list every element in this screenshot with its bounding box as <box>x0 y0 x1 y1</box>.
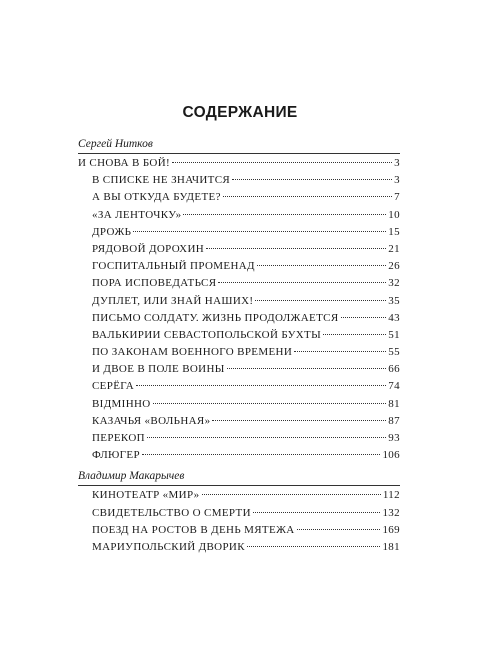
toc-entry[interactable] <box>78 487 400 504</box>
entry-page: 87 <box>388 414 400 427</box>
toc-entry[interactable] <box>78 241 400 258</box>
toc-entry[interactable] <box>78 413 400 430</box>
entry-page: 43 <box>388 311 400 324</box>
toc-entry[interactable] <box>78 327 400 344</box>
dot-leader <box>294 351 386 352</box>
section-divider <box>78 153 400 154</box>
toc-entry[interactable] <box>78 430 400 447</box>
dot-leader <box>153 403 387 404</box>
entry-page: 10 <box>388 208 400 221</box>
entry-page: 3 <box>394 174 400 187</box>
dot-leader <box>212 420 386 421</box>
dot-leader <box>223 196 392 197</box>
dot-leader <box>172 162 392 163</box>
toc-entry[interactable] <box>78 275 400 292</box>
entry-page: 66 <box>388 363 400 376</box>
entry-page: 35 <box>388 294 400 307</box>
entry-title: СВИДЕТЕЛЬСТВО О СМЕРТИ <box>92 506 251 519</box>
entry-page: 74 <box>388 380 400 393</box>
toc-entry[interactable] <box>78 361 400 378</box>
entry-page: 132 <box>382 506 400 519</box>
entry-title: ПОЕЗД НА РОСТОВ В ДЕНЬ МЯТЕЖА <box>92 523 295 536</box>
entry-title: ВАЛЬКИРИИ СЕВАСТОПОЛЬСКОЙ БУХТЫ <box>92 328 322 341</box>
toc-entry[interactable] <box>78 396 400 413</box>
section-divider <box>78 485 400 486</box>
entry-page: 3 <box>394 157 400 169</box>
entry-page: 169 <box>382 523 400 536</box>
dot-leader <box>257 265 386 266</box>
entry-title: ПИСЬМО СОЛДАТУ. ЖИЗНЬ ПРОДОЛЖАЕТСЯ <box>92 311 339 324</box>
author-name: Владимир Макарычев <box>78 470 185 483</box>
toc-entry[interactable] <box>78 539 400 556</box>
entry-page: 181 <box>382 540 400 553</box>
entry-page: 21 <box>388 242 400 255</box>
entry-title: А ВЫ ОТКУДА БУДЕТЕ? <box>92 191 221 204</box>
entry-title: МАРИУПОЛЬСКИЙ ДВОРИК <box>92 540 245 553</box>
toc-entry-main[interactable] <box>78 155 400 172</box>
entry-page: 15 <box>388 225 400 238</box>
toc-entry[interactable] <box>78 172 400 189</box>
entry-page: 106 <box>382 449 400 462</box>
entry-page: 7 <box>394 191 400 204</box>
dot-leader <box>253 512 381 513</box>
entry-page: 55 <box>388 346 400 359</box>
entry-title: ПЕРЕКОП <box>92 432 145 444</box>
entry-title: «ЗА ЛЕНТОЧКУ» <box>92 208 182 221</box>
dot-leader <box>232 179 392 180</box>
entry-page: 81 <box>388 397 400 410</box>
toc-entry[interactable] <box>78 522 400 539</box>
entry-title: КИНОТЕАТР «МИР» <box>92 489 200 502</box>
dot-leader <box>255 300 386 301</box>
entry-page: 112 <box>382 489 400 502</box>
dot-leader <box>247 546 381 547</box>
entry-title: РЯДОВОЙ ДОРОХИН <box>92 242 205 255</box>
toc-entry[interactable] <box>78 505 400 522</box>
toc-entry[interactable] <box>78 293 400 310</box>
entry-title: ПО ЗАКОНАМ ВОЕННОГО ВРЕМЕНИ <box>92 346 293 359</box>
dot-leader <box>183 214 386 215</box>
dot-leader <box>147 437 386 438</box>
toc-entry[interactable] <box>78 378 400 395</box>
dot-leader <box>206 248 386 249</box>
entry-page: 51 <box>388 328 400 341</box>
entry-title: ВIДМIННО <box>92 397 151 410</box>
entry-title: ГОСПИТАЛЬНЫЙ ПРОМЕНАД <box>92 260 255 273</box>
entry-page: 93 <box>388 432 400 444</box>
entry-page: 32 <box>388 277 400 290</box>
entry-title: КАЗАЧЬЯ «ВОЛЬНАЯ» <box>92 414 211 427</box>
entry-title: И СНОВА В БОЙ! <box>78 157 171 169</box>
toc-entry[interactable] <box>78 224 400 241</box>
author-name: Сергей Нитков <box>78 138 153 150</box>
entry-title: ФЛЮГЕР <box>92 449 140 462</box>
toc-entry[interactable] <box>78 447 400 464</box>
entry-page: 26 <box>388 260 400 273</box>
entry-title: ПОРА ИСПОВЕДАТЬСЯ <box>92 277 217 290</box>
dot-leader <box>202 494 381 495</box>
toc-entry[interactable] <box>78 207 400 224</box>
entry-title: И ДВОЕ В ПОЛЕ ВОИНЫ <box>92 363 225 376</box>
table-of-contents <box>78 136 400 556</box>
entry-title: ДРОЖЬ <box>92 225 132 238</box>
entry-title: СЕРЁГА <box>92 380 135 393</box>
dot-leader <box>227 368 387 369</box>
entry-title: ДУПЛЕТ, ИЛИ ЗНАЙ НАШИХ! <box>92 294 254 307</box>
dot-leader <box>142 454 381 455</box>
dot-leader <box>218 282 386 283</box>
entry-title: В СПИСКЕ НЕ ЗНАЧИТСЯ <box>92 174 231 187</box>
toc-entry[interactable] <box>78 258 400 275</box>
dot-leader <box>136 385 386 386</box>
dot-leader <box>341 317 387 318</box>
toc-entry[interactable] <box>78 189 400 206</box>
dot-leader <box>133 231 386 232</box>
dot-leader <box>323 334 386 335</box>
toc-entry[interactable] <box>78 344 400 361</box>
page-title: СОДЕРЖАНИЕ <box>182 104 298 121</box>
toc-entry[interactable] <box>78 310 400 327</box>
dot-leader <box>297 529 381 530</box>
